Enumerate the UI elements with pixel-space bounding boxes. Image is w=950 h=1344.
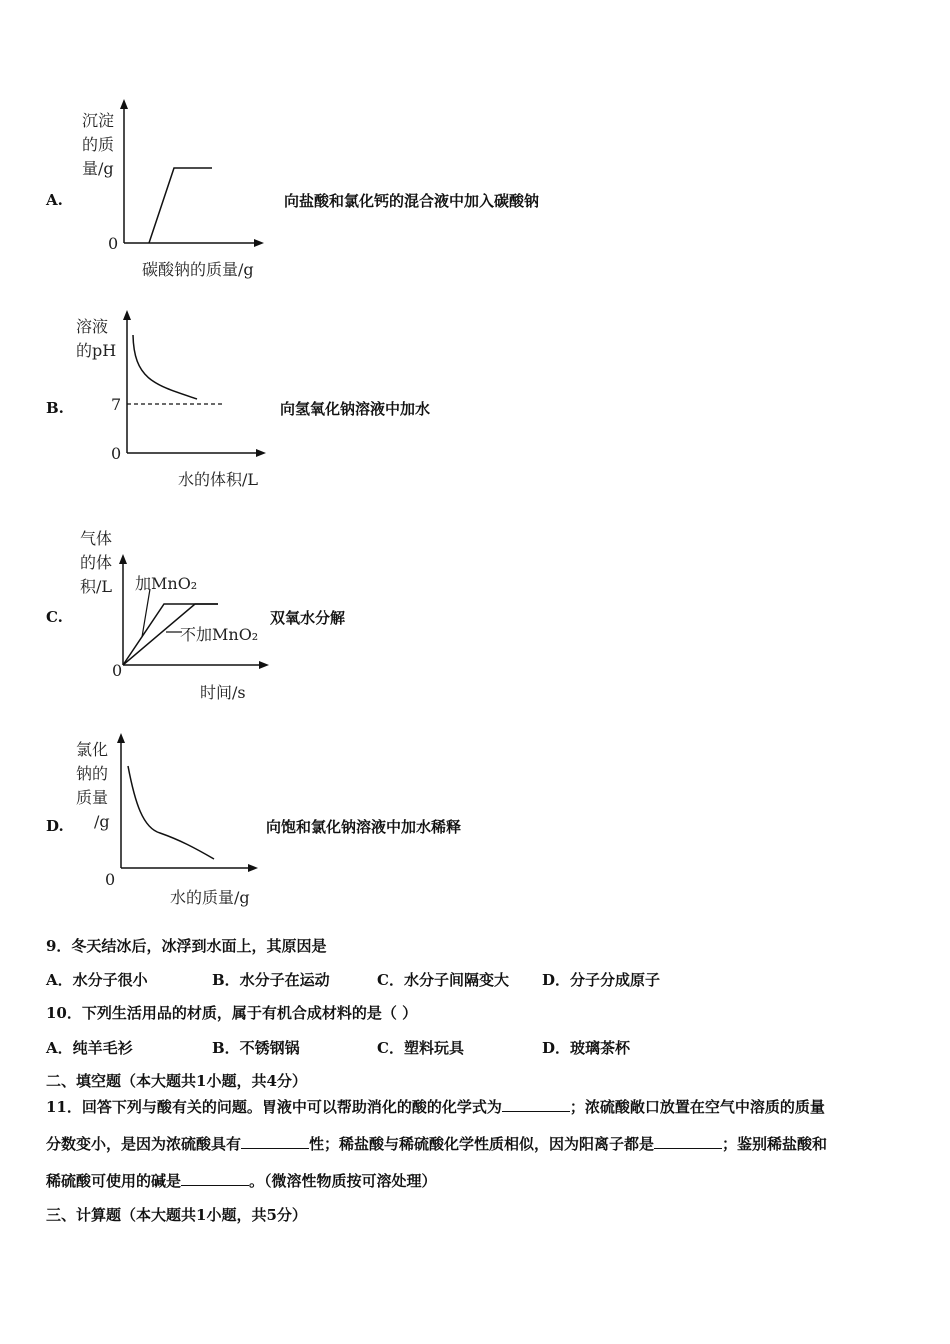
y-axis-arrow <box>120 99 128 109</box>
tick-7-label: 7 <box>111 395 122 414</box>
option-c-letter: C. <box>46 608 63 626</box>
option-d <box>0 728 950 918</box>
q10-choice-b: B．不锈钢锅 <box>212 1039 300 1057</box>
curve-a <box>149 168 212 243</box>
question-10-stem: 10．下列生活用品的材质，属于有机合成材料的是（ ） <box>46 1004 418 1022</box>
question-11-line-2 <box>46 1134 827 1154</box>
ylabel-line: 沉淀 <box>82 111 115 130</box>
option-d-caption: 向饱和氯化钠溶液中加水稀释 <box>266 818 462 836</box>
ylabel-line: 氯化 <box>76 740 109 759</box>
q11-text-7: 。（微溶性物质按可溶处理） <box>249 1172 437 1190</box>
origin-label: 0 <box>105 870 116 889</box>
y-axis-arrow <box>119 554 127 564</box>
option-d-letter: D. <box>46 817 64 835</box>
q11-text-6: 稀硫酸可使用的碱是 <box>46 1172 182 1190</box>
origin-label: 0 <box>112 661 123 680</box>
label-with-mno2: 加MnO₂ <box>135 574 198 593</box>
q11-blank-1[interactable] <box>502 1097 570 1112</box>
origin-label: 0 <box>108 234 119 253</box>
question-11-line-1 <box>46 1097 825 1117</box>
q10-choice-a: A．纯羊毛衫 <box>46 1039 133 1057</box>
ylabel-line: 钠的 <box>76 764 109 783</box>
option-d-xlabel: 水的质量/g <box>170 888 250 907</box>
q11-text-4: 性；稀盐酸与稀硫酸化学性质相似，因为阳离子都是 <box>309 1135 655 1153</box>
option-b-letter: B. <box>46 399 64 417</box>
y-axis-arrow <box>117 733 125 743</box>
graph-d <box>100 728 270 888</box>
x-axis-arrow <box>259 661 269 669</box>
option-a-letter: A. <box>46 191 63 209</box>
graph-c <box>100 525 280 685</box>
option-c-xlabel: 时间/s <box>200 683 246 702</box>
q11-text-1: 11．回答下列与酸有关的问题。胃液中可以帮助消化的酸的化学式为 <box>46 1098 502 1116</box>
q9-choice-c: C．水分子间隔变大 <box>377 971 509 989</box>
q11-text-5: ；鉴别稀盐酸和 <box>722 1135 828 1153</box>
option-a-xlabel: 碳酸钠的质量/g <box>142 260 254 279</box>
q11-blank-3[interactable] <box>654 1134 722 1149</box>
graph-b <box>100 305 270 465</box>
label-without-mno2: 不加MnO₂ <box>180 625 259 644</box>
q9-choice-a: A．水分子很小 <box>46 971 148 989</box>
section-3-heading: 三、计算题（本大题共1小题，共5分） <box>46 1206 307 1224</box>
ylabel-line: 量/g <box>82 159 114 178</box>
x-axis-arrow <box>256 449 266 457</box>
option-b-caption: 向氢氧化钠溶液中加水 <box>280 400 431 418</box>
q10-choice-d: D．玻璃茶杯 <box>542 1039 631 1057</box>
curve-d <box>128 766 214 859</box>
y-axis-arrow <box>123 310 131 320</box>
option-b <box>0 305 950 495</box>
origin-label: 0 <box>111 444 122 463</box>
q10-choice-c: C．塑料玩具 <box>377 1039 464 1057</box>
ylabel-line: 质量 <box>76 788 109 807</box>
curve-b <box>133 335 197 399</box>
option-c-caption: 双氧水分解 <box>270 609 346 627</box>
ylabel-line: 气体 <box>80 529 113 548</box>
option-a-caption: 向盐酸和氯化钙的混合液中加入碳酸钠 <box>284 192 540 210</box>
q11-text-3: 分数变小，是因为浓硫酸具有 <box>46 1135 242 1153</box>
ylabel-line: /g <box>94 812 110 831</box>
option-b-xlabel: 水的体积/L <box>178 470 259 489</box>
x-axis-arrow <box>248 864 258 872</box>
section-2-heading: 二、填空题（本大题共1小题，共4分） <box>46 1072 307 1090</box>
ylabel-line: 积/L <box>80 577 113 596</box>
q9-choice-d: D．分子分成原子 <box>542 971 661 989</box>
x-axis-arrow <box>254 239 264 247</box>
question-11-line-3 <box>46 1171 437 1191</box>
ylabel-line: 的体 <box>80 553 113 572</box>
option-c <box>0 525 950 715</box>
q11-text-2: ；浓硫酸敞口放置在空气中溶质的质量 <box>569 1098 825 1116</box>
graph-a <box>100 95 270 255</box>
ylabel-line: 的质 <box>82 135 115 154</box>
ylabel-line: 溶液 <box>76 317 109 336</box>
q11-blank-4[interactable] <box>181 1171 249 1186</box>
q11-blank-2[interactable] <box>241 1134 309 1149</box>
option-a <box>0 95 950 285</box>
ylabel-line: 的pH <box>76 341 117 360</box>
question-9-stem: 9．冬天结冰后，冰浮到水面上，其原因是 <box>46 937 327 955</box>
q9-choice-b: B．水分子在运动 <box>212 971 330 989</box>
